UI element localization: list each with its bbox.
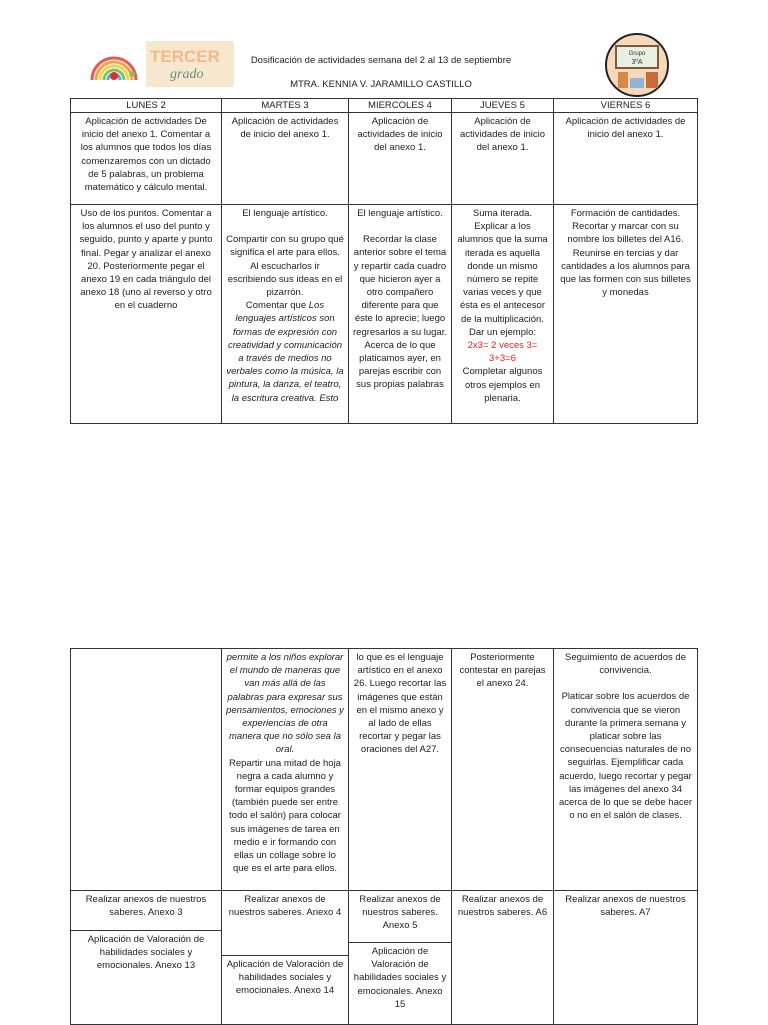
cell-lunes [71, 649, 222, 891]
cell-jueves [452, 205, 554, 424]
schedule-table-week1 [70, 98, 698, 424]
svg-text:3ºA: 3ºA [631, 59, 643, 66]
cell-paragraph: Realizar anexos de nuestros saberes. Anexo 3 [85, 894, 207, 919]
day-header: MARTES 3 [222, 99, 349, 113]
cell-jueves: Posteriormente contestar en parejas el anexo 24. [452, 649, 554, 891]
table-row [71, 649, 698, 891]
text-span: Comentar que [245, 300, 309, 312]
cell-lunes: Aplicación de actividades De inicio del anexo 1. Comentar a los alumnos que todos los días comenzaremos con un dictado de 5 palabras, un problema matemático y cálculo mental. [71, 113, 222, 205]
cell-jueves: Realizar anexos de nuestros saberes. A6 [452, 891, 554, 1025]
cell-miercoles: lo que es el lenguaje artístico en el anexo 26. Luego recortar las imágenes que están en el mismo anexo y al lado de ellas recortar y pegar las oraciones del A27. [349, 649, 452, 891]
cell-lunes: Uso de los puntos. Comentar a los alumnos el uso del punto y seguido, punto y aparte y punto final. Pegar y analizar el anexo 20. Posteriormente pegar el anexo 19 en cada triángulo del anexo 18 (uno al reverso y otro en el cuaderno [71, 205, 222, 424]
day-header: JUEVES 5 [452, 99, 554, 113]
cell-paragraph: Recordar la clase anterior sobre el tema y repartir cada cuadro que hicieron ayer a otro compañero diferente para que éste lo aprecie; luego regresarlos a su lugar. [353, 234, 447, 338]
day-header: VIERNES 6 [554, 99, 698, 113]
svg-text:TERCER: TERCER [150, 47, 220, 66]
cell-viernes: Aplicación de actividades de inicio del anexo 1. [554, 113, 698, 205]
cell-miercoles: Aplicación de actividades de inicio del anexo 1. [349, 113, 452, 205]
cell-paragraph: Completar algunos otros ejemplos en plenaria. [462, 366, 543, 404]
italic-text: Los lenguajes artísticos son formas de expresión con creatividad y comunicación a través de medios no verbales como la música, la pintura, la danza, el teatro, la escritura creativa. Esto [226, 300, 344, 404]
cell-miercoles [349, 891, 452, 1025]
cell-paragraph: Aplicación de Valoración de habilidades sociales y emocionales. Anexo 13 [71, 930, 221, 973]
svg-text:grado: grado [170, 67, 204, 82]
cell-paragraph: Compartir con su grupo qué significa el arte para ellos. Al escucharlos ir escribiendo sus ideas en el pizarrón. [226, 234, 344, 299]
italic-text: permite a los niños explorar el mundo de maneras que van más allá de las palabras para expresar sus pensamientos, emociones y experiencias de otra manera que no sólo sea la oral. [226, 652, 344, 756]
cell-martes [222, 891, 349, 1025]
cell-viernes: Realizar anexos de nuestros saberes. A7 [554, 891, 698, 1025]
svg-text:Grupo: Grupo [628, 51, 646, 57]
example-red-text: 2x3= 2 veces 3= 3+3=6 [467, 340, 538, 365]
day-header-row [71, 99, 698, 113]
cell-martes [222, 649, 349, 891]
cell-title: El lenguaje artístico. [242, 208, 328, 219]
tercer-grado-logo [86, 38, 236, 92]
cell-paragraph [226, 299, 344, 405]
cell-paragraph: Suma iterada. Explicar a los alumnos que la suma iterada es aquella donde un mismo número se repite varias veces y que ésta es el antecesor de la multiplicación. Dar un ejemplo: [457, 208, 548, 338]
document-title: Dosificación de actividades semana del 2 al 13 de septiembre [250, 55, 512, 66]
cell-paragraph: Repartir una mitad de hoja negra a cada alumno y formar equipos grandes (también puede ser entre todo el salón) para colocar sus imágenes de tarea en medio e ir formando con ellas un collage sobre lo que es el arte para ellos. [229, 757, 341, 875]
cell-miercoles [349, 205, 452, 424]
table-row [71, 891, 698, 1025]
cell-paragraph: Realizar anexos de nuestros saberes. Anexo 4 [228, 894, 342, 919]
cell-paragraph: Aplicación de Valoración de habilidades sociales y emocionales. Anexo 14 [222, 955, 348, 998]
cell-paragraph: Realizar anexos de nuestros saberes. Anexo 5 [359, 894, 441, 932]
teacher-name: MTRA. KENNIA V. JARAMILLO CASTILLO [290, 79, 472, 90]
table-row [71, 205, 698, 424]
cell-title: Seguimiento de acuerdos de convivencia. [565, 652, 686, 677]
day-header: LUNES 2 [71, 99, 222, 113]
day-header: MIERCOLES 4 [349, 99, 452, 113]
cell-viernes [554, 649, 698, 891]
cell-paragraph: Acerca de lo que platicamos ayer, en parejas escribir con sus propias palabras [356, 339, 444, 391]
group-badge-icon [604, 32, 670, 98]
table-row [71, 113, 698, 205]
cell-jueves: Aplicación de actividades de inicio del anexo 1. [452, 113, 554, 205]
cell-martes [222, 205, 349, 424]
cell-paragraph: Platicar sobre los acuerdos de convivencia que se vieron durante la primera semana y platicar sobre las consecuencias naturales de no seguirlas. Ejemplificar cada acuerdo, luego recortar y pegar las imágenes del anexo 34 acerca de lo que se debe hacer o no en el salón de clases. [558, 691, 693, 822]
cell-title: El lenguaje artístico. [357, 208, 443, 219]
schedule-table-continued [70, 648, 698, 1025]
cell-lunes [71, 891, 222, 1025]
cell-martes: Aplicación de actividades de inicio del anexo 1. [222, 113, 349, 205]
cell-paragraph: Aplicación de Valoración de habilidades sociales y emocionales. Anexo 15 [349, 942, 451, 1011]
cell-viernes: Formación de cantidades. Recortar y marcar con su nombre los billetes del A16. Reunirse en tercias y dar cantidades a los alumnos para que las formen con sus billetes y monedas [554, 205, 698, 424]
